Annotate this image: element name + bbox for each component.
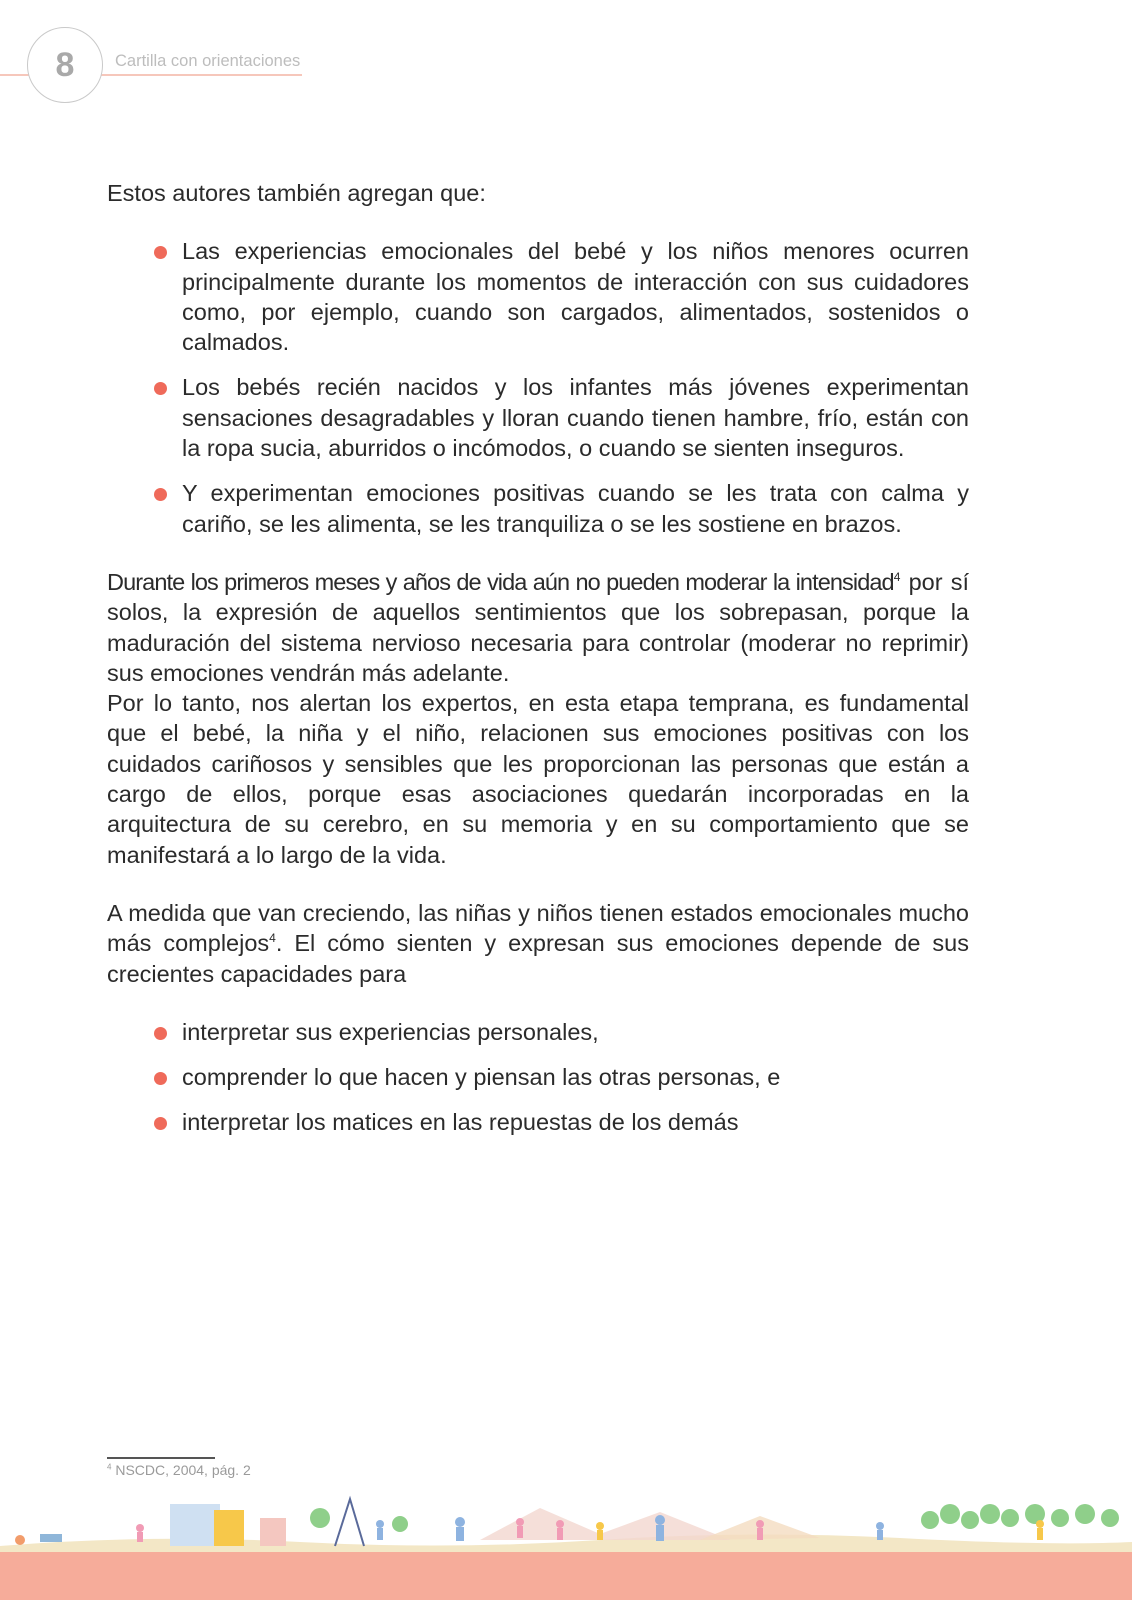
intro-paragraph: Estos autores también agregan que:: [107, 180, 486, 206]
paragraph-first-line: Durante los primeros meses y años de vida aún no pueden moderar la intensidad: [107, 568, 894, 595]
list-item: [182, 478, 969, 539]
footnote-ref: 4: [893, 570, 901, 585]
list-item-text: Las experiencias emocionales del bebé y los niños menores ocurren principalmente durante los momentos de interacción con sus cuidadores como, por ejemplo, cuando son cargados, alimentados, sostenidos o calmados.: [182, 238, 969, 356]
paragraph-rest: por sí solos, la expresión de aquellos sentimientos que los sobrepasan, porque la maduración del sistema nervioso necesaria para controlar (moderar no reprimir) sus emociones vendrán más adelante.: [107, 568, 969, 686]
footnote-text: NSCDC, 2004, pág. 2: [111, 1462, 251, 1478]
list-item: [182, 372, 969, 463]
page-number: 8: [27, 27, 103, 103]
bullet-icon: [154, 1027, 167, 1040]
bullet-icon: [154, 246, 167, 259]
list-item: [182, 1107, 969, 1137]
list-item: [182, 1062, 969, 1092]
list-item-text: comprender lo que hacen y piensan las otras personas, e: [182, 1064, 781, 1091]
footnote-rule: [107, 1457, 215, 1459]
landscape-illustration: [0, 1494, 1132, 1554]
footnote-number: 4: [107, 1462, 112, 1472]
paragraph-intensity: [107, 567, 969, 688]
main-content: [107, 178, 969, 1166]
list-item: [182, 236, 969, 357]
running-header-title: Cartilla con orientaciones: [115, 52, 301, 70]
bullet-list-capacities: [107, 1017, 969, 1138]
list-item-text: interpretar los matices en las repuestas de los demás: [182, 1109, 739, 1136]
list-item-text: Y experimentan emociones positivas cuando se les trata con calma y cariño, se les alimenta, se les tranquiliza o se les sostiene en brazos.: [182, 480, 969, 537]
bullet-icon: [154, 1072, 167, 1085]
footnote-ref: 4: [269, 931, 276, 946]
bullet-list-emotions: [107, 236, 969, 539]
bullet-icon: [154, 488, 167, 501]
list-item-text: interpretar sus experiencias personales,: [182, 1018, 599, 1045]
list-item-text: Los bebés recién nacidos y los infantes más jóvenes experimentan sensaciones desagradables y lloran cuando tienen hambre, frío, están con la ropa sucia, aburridos o incómodos, o cuando se sienten inseguros.: [182, 374, 969, 462]
bullet-icon: [154, 382, 167, 395]
list-item: [182, 1017, 969, 1047]
paragraph-text: . El cómo sienten y expresan sus emociones depende de sus crecientes capacidades para: [107, 930, 969, 987]
bullet-icon: [154, 1117, 167, 1130]
footer-band: [0, 1552, 1132, 1600]
footnote: [107, 1462, 251, 1478]
paragraph-text: A medida que van creciendo, las niñas y niños tienen estados emocionales mucho más complejos: [107, 899, 969, 957]
paragraph-growth: [107, 898, 969, 989]
paragraph-experts: Por lo tanto, nos alertan los expertos, en esta etapa temprana, es fundamental que el bebé, la niña y el niño, relacionen sus emociones positivas con los cuidados cariñosos y sensibles que les proporcionan las personas que están a cargo de ellos, porque esas asociaciones quedarán incorporadas en la arquitectura de su cerebro, en su memoria y en su comportamiento que se manifestará a lo largo de la vida.: [107, 690, 969, 868]
